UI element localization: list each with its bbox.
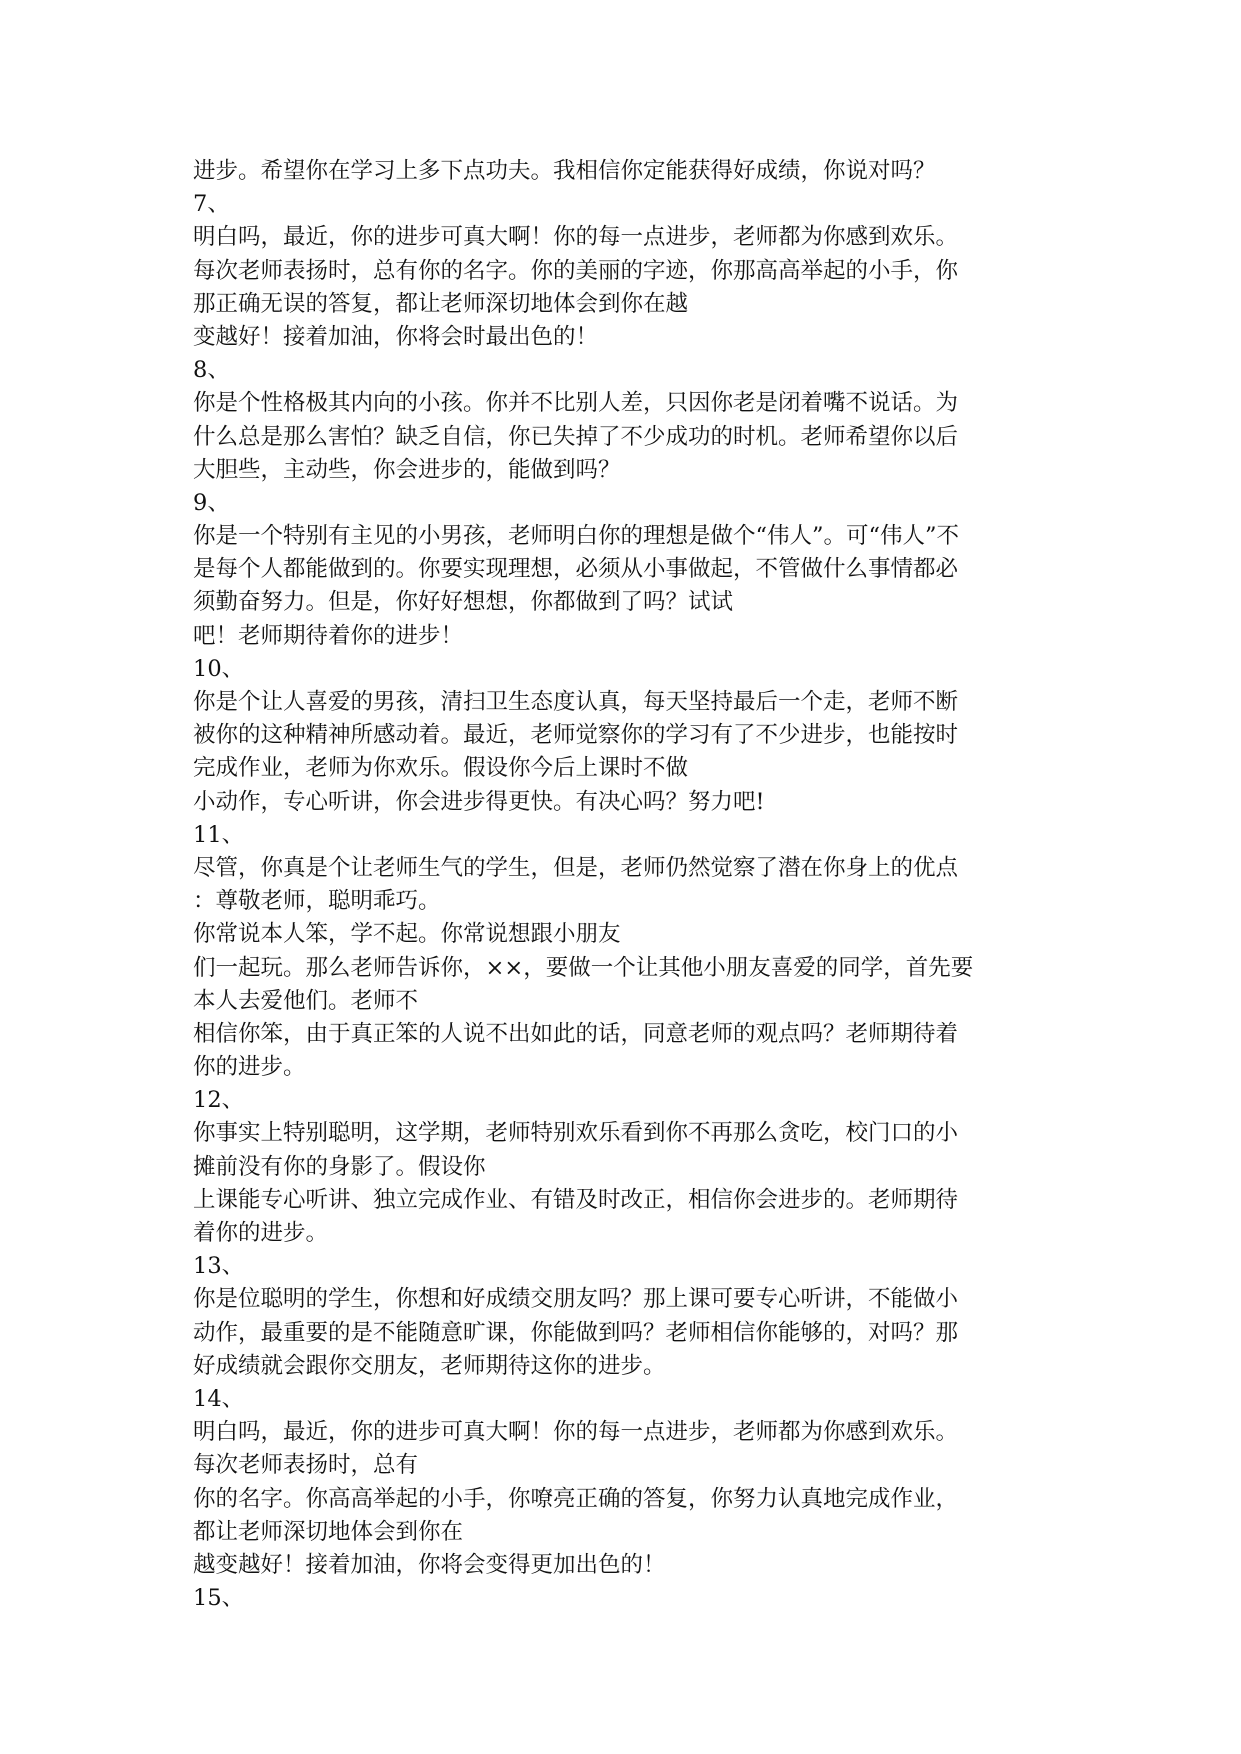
text-line: 你是个性格极其内向的小孩。你并不比别人差，只因你老是闭着嘴不说话。为 (193, 390, 959, 417)
text-line: ：尊敬老师，聪明乖巧。 (193, 888, 441, 915)
text-line: 着你的进步。 (193, 1220, 329, 1246)
text-line: 明白吗，最近，你的进步可真大啊！你的每一点进步，老师都为你感到欢乐。 (193, 1419, 959, 1446)
text-line: 完成作业，老师为你欢乐。假设你今后上课时不做 (193, 755, 689, 782)
text-line: 们一起玩。那么老师告诉你，××，要做一个让其他小朋友喜爱的同学，首先要 (193, 954, 974, 981)
text-line: 大胆些，主动些，你会进步的，能做到吗？ (193, 456, 621, 483)
section-number: 15、 (193, 1585, 245, 1612)
text-line: 那正确无误的答复，都让老师深切地体会到你在越 (193, 290, 689, 317)
document-body (193, 155, 1063, 1615)
section-number: 8、 (193, 357, 230, 384)
text-line: 什么总是那么害怕？缺乏自信，你已失掉了不少成功的时机。老师希望你以后 (193, 423, 959, 450)
section-number: 11、 (193, 821, 245, 848)
text-line: 本人去爱他们。老师不 (193, 987, 419, 1014)
text-line: 小动作，专心听讲，你会进步得更快。有决心吗？努力吧! (193, 788, 765, 815)
text-line: 你的名字。你高高举起的小手，你嘹亮正确的答复，你努力认真地完成作业， (193, 1485, 959, 1512)
text-line: 你是个让人喜爱的男孩，清扫卫生态度认真，每天坚持最后一个走，老师不断 (193, 689, 959, 715)
text-line: 都让老师深切地体会到你在 (193, 1518, 464, 1545)
text-line: 每次老师表扬时，总有你的名字。你的美丽的字迹，你那高高举起的小手，你 (193, 257, 959, 284)
text-line: 明白吗，最近，你的进步可真大啊！你的每一点进步，老师都为你感到欢乐。 (193, 224, 959, 251)
text-line: 上课能专心听讲、独立完成作业、有错及时改正，相信你会进步的。老师期待 (193, 1186, 959, 1213)
section-number: 13、 (193, 1253, 245, 1280)
section-number: 10、 (193, 655, 245, 682)
text-line: 你的进步。 (193, 1054, 306, 1081)
text-line: 变越好！接着加油，你将会时最出色的！ (193, 323, 599, 350)
text-line: 是每个人都能做到的。你要实现理想，必须从小事做起，不管做什么事情都必 (193, 556, 959, 583)
text-line: 每次老师表扬时，总有 (193, 1452, 419, 1479)
text-line: 好成绩就会跟你交朋友，老师期待这你的进步。 (193, 1352, 666, 1379)
text-line: 相信你笨，由于真正笨的人说不出如此的话，同意老师的观点吗？老师期待着 (193, 1020, 959, 1047)
text-line: 动作，最重要的是不能随意旷课，你能做到吗？老师相信你能够的，对吗？那 (193, 1319, 959, 1346)
section-number: 9、 (193, 489, 230, 516)
section-number: 7、 (193, 191, 230, 218)
section-number: 12、 (193, 1087, 245, 1114)
text-line: 被你的这种精神所感动着。最近，老师觉察你的学习有了不少进步，也能按时 (193, 722, 959, 749)
text-line: 你事实上特别聪明，这学期，老师特别欢乐看到你不再那么贪吃，校门口的小 (193, 1120, 959, 1147)
text-line: 进步。希望你在学习上多下点功夫。我相信你定能获得好成绩，你说对吗？ (193, 158, 936, 184)
text-line: 须勤奋努力。但是，你好好想想，你都做到了吗？试试 (193, 589, 734, 616)
text-line: 吧！老师期待着你的进步！ (193, 622, 464, 649)
text-line: 摊前没有你的身影了。假设你 (193, 1153, 486, 1180)
text-line: 你是一个特别有主见的小男孩，老师明白你的理想是做个“伟人”。可“伟人”不 (193, 523, 960, 550)
text-line: 越变越好！接着加油，你将会变得更加出色的！ (193, 1551, 666, 1578)
text-line: 你是位聪明的学生，你想和好成绩交朋友吗？那上课可要专心听讲，不能做小 (193, 1286, 959, 1313)
text-line: 你常说本人笨，学不起。你常说想跟小朋友 (193, 921, 621, 948)
text-line: 尽管，你真是个让老师生气的学生，但是，老师仍然觉察了潜在你身上的优点 (193, 854, 959, 881)
section-number: 14、 (193, 1385, 245, 1412)
